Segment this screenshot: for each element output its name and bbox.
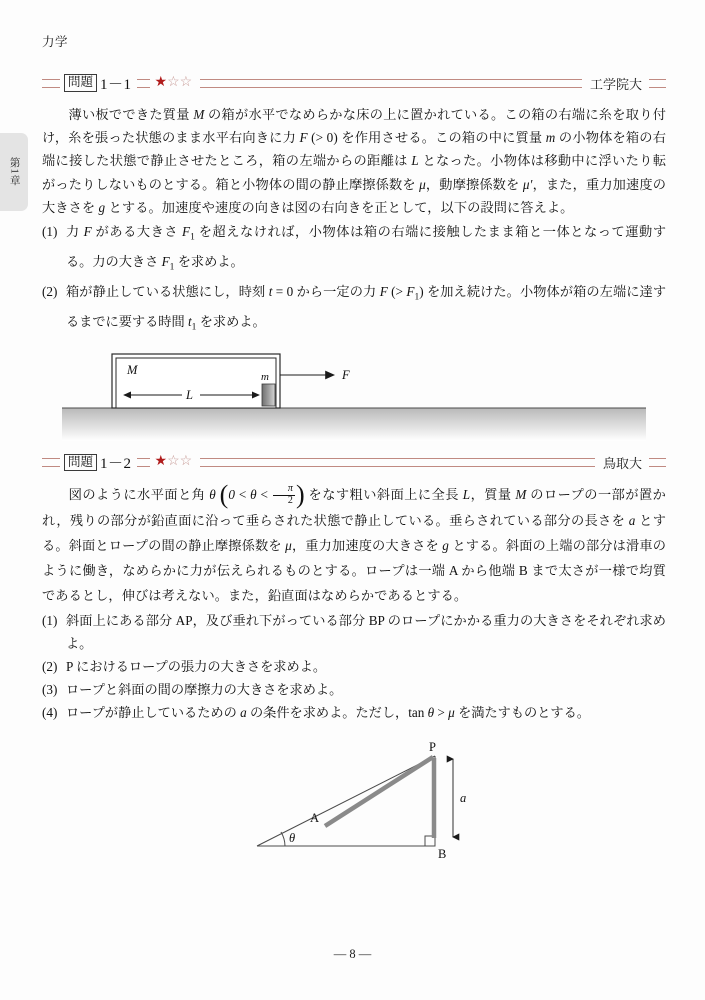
question-label: (1) <box>42 224 58 240</box>
problem-header-2 <box>42 449 666 475</box>
point-label-A: A <box>310 810 320 825</box>
question-text: ロープが静止しているための a の条件を求めよ。ただし，tan θ > μ を満たすものとする。 <box>66 705 590 721</box>
question-text: P におけるロープの張力の大きさを求めよ。 <box>66 659 327 675</box>
question-list-2 <box>42 609 666 725</box>
mass-label-m: m <box>261 371 269 384</box>
box-label-M: M <box>127 363 138 378</box>
content-column <box>42 0 666 881</box>
star-empty-icon: ☆ <box>179 75 193 90</box>
question-label: (2) <box>42 659 58 675</box>
length-label-a: a <box>460 790 467 805</box>
star-empty-icon: ☆ <box>167 454 180 470</box>
star-filled-icon: ★ <box>154 75 168 90</box>
distance-label-L: L <box>186 388 193 403</box>
question-text: 斜面上にある部分 AP，及び垂れ下がっている部分 BP のロープにかかる重力の大きさをそれぞれ求めよ。 <box>66 612 666 651</box>
question-item <box>42 280 666 340</box>
problem-number-2: 1－2 <box>100 455 132 472</box>
university-name-1: 工学院大 <box>589 76 642 92</box>
header-rule-left <box>42 458 60 467</box>
chapter-tab <box>0 133 28 211</box>
problem-body-1: 薄い板でできた質量 M の箱が水平でなめらかな床の上に置かれている。この箱の右端に糸を取り付け，糸を張った状態のまま水平右向きに力 F (> 0) を作用させる。この箱の中に質量 m の小物体を箱の右端に接した状態で静止させたところ，箱の左端からの距離は L となった。小物体は移動中に浮いたり転がったりしないものとする。箱と小物体の間の静止摩擦係数を μ，動摩擦係数を μ′，また，重力加速度の大きさを g とする。加速度や速度の向きは図の右向きを正として，以下の設問に答えよ。 <box>42 107 666 215</box>
question-label: (3) <box>42 682 58 698</box>
header-rule-long <box>200 79 582 88</box>
page-number: — 8 — <box>333 947 372 961</box>
chapter-tab-label: 第1章 <box>8 157 20 187</box>
question-item <box>42 655 666 678</box>
question-item <box>42 678 666 701</box>
figure-1-svg <box>42 345 666 441</box>
problem-badge-2: 問題 <box>64 454 97 471</box>
running-head: 力学 <box>42 35 69 49</box>
star-empty-icon: ☆ <box>167 75 180 90</box>
header-rule-right <box>649 79 666 88</box>
question-label: (4) <box>42 705 58 721</box>
angle-label-theta: θ <box>289 830 296 845</box>
header-rule-long <box>200 458 595 467</box>
question-item <box>42 220 666 280</box>
figure-inclined-triangle <box>42 741 666 881</box>
difficulty-stars-1 <box>155 76 193 90</box>
point-label-P: P <box>429 740 436 754</box>
question-text: 力 F がある大きさ $F_1$ を超えなければ，小物体は箱の右端に接触したまま箱と一体となって運動する。力の大きさ $F_1$ を求めよ。 <box>66 224 667 273</box>
question-text: 箱が静止している状態にし，時刻 t = 0 から一定の力 F (> $F_1$) を加え続けた。小物体が箱の左端に達するまでに要する時間 $t_1$ を求めよ。 <box>66 283 667 333</box>
question-item <box>42 701 666 724</box>
star-filled-icon: ★ <box>154 454 168 470</box>
header-rule-left <box>42 79 60 88</box>
point-label-B: B <box>438 846 447 861</box>
header-rule-mid <box>137 79 150 88</box>
question-label: (2) <box>42 283 58 299</box>
difficulty-stars-2 <box>155 455 193 469</box>
force-label-F: F <box>342 368 350 383</box>
problem-header-1 <box>42 70 666 96</box>
header-rule-mid <box>137 458 150 467</box>
problem-body-2: 図のように水平面と角 θ (0 < θ < $\frac{\pi}{2}$ ) をなす粗い斜面上に全長 L，質量 M のロープの一部が置かれ，残りの部分が鉛直面に沿って垂らされた状態で静止している。垂らされている部分の長さを a とする。斜面とロープの間の静止摩擦係数を μ，重力加速度の大きさを g とする。斜面の上端の部分は滑車のように働き，なめらかに力が伝えられるものとする。ロープは一端 A から他端 B まで太さが一様で均質であるとし，伸びは考えない。また，鉛直面はなめらかであるとする。 <box>42 480 667 603</box>
question-label: (1) <box>42 612 58 628</box>
problem-number-1: 1－1 <box>100 76 132 93</box>
question-text: ロープと斜面の間の摩擦力の大きさを求めよ。 <box>66 682 343 698</box>
question-list-1 <box>42 220 666 339</box>
star-empty-icon: ☆ <box>179 454 193 470</box>
header-rule-right <box>649 458 666 467</box>
question-item <box>42 609 666 655</box>
figure-2-svg <box>42 741 666 881</box>
university-name-2: 鳥取大 <box>602 455 642 471</box>
figure-box-on-floor <box>42 345 666 441</box>
problem-badge-1: 問題 <box>64 74 97 91</box>
